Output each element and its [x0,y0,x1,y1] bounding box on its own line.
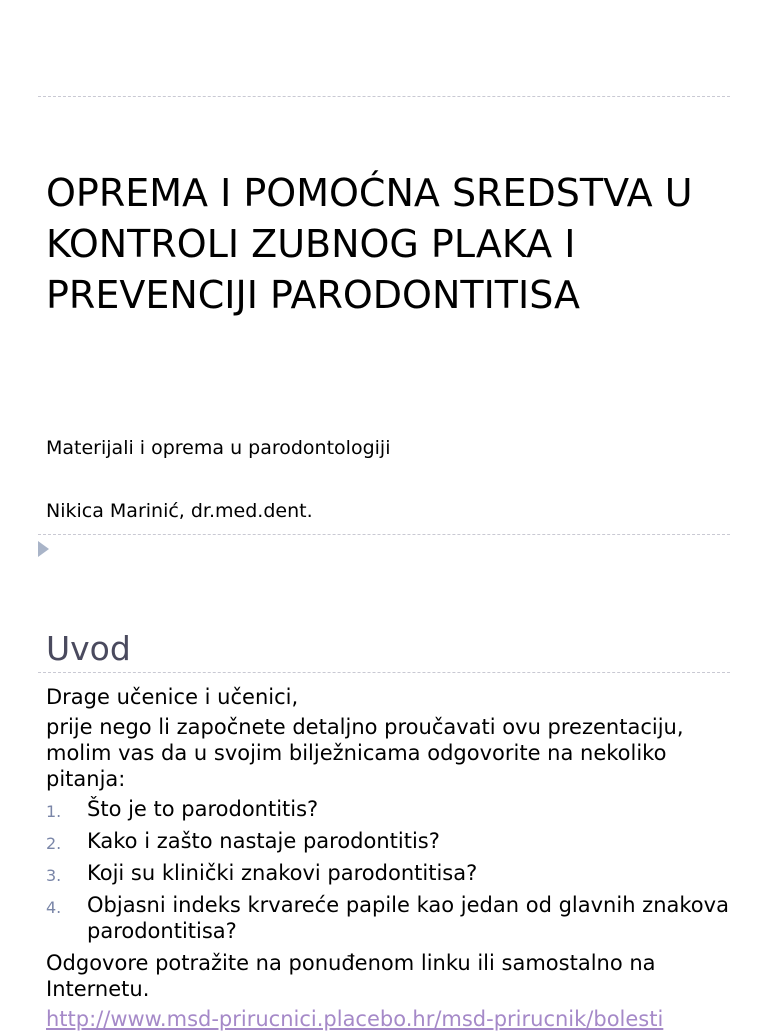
list-number: 3. [46,866,62,885]
slide-top-divider [38,96,730,97]
slide-title: OPREMA I POMOĆNA SREDSTVA U KONTROLI ZUBNOG PLAKA I PREVENCIJI PARODONTITISA [46,171,693,317]
list-item [46,860,746,886]
list-number: 4. [46,898,62,917]
intro-text: prije nego li započnete detaljno proučavati ovu prezentaciju, molim vas da u svojim bilježnicama odgovorite na nekoliko pitanja: [46,715,684,791]
heading-divider [38,672,730,673]
list-item [46,828,746,854]
slide-separator [38,534,730,535]
outro-text: Odgovore potražite na ponuđenom linku ili samostalno na Internetu. [46,951,656,1001]
list-item [46,796,746,822]
question-list [46,796,746,944]
slide-body [46,684,746,1032]
section-heading: Uvod [46,629,131,668]
list-item [46,892,746,944]
list-number: 2. [46,834,62,853]
reference-link[interactable]: http://www.msd-prirucnici.placebo.hr/msd-prirucnik/bolesti [46,1007,664,1031]
slide-author: Nikica Marinić, dr.med.dent. [46,500,313,522]
play-icon[interactable] [38,541,49,557]
list-number: 1. [46,802,62,821]
question-text: Što je to parodontitis? [87,797,319,821]
greeting-text: Drage učenice i učenici, [46,685,299,709]
question-text: Koji su klinički znakovi parodontitisa? [87,861,478,885]
question-text: Objasni indeks krvareće papile kao jedan od glavnih znakova parodontitisa? [87,893,729,943]
slide-subtitle: Materijali i oprema u parodontologiji [46,437,391,459]
question-text: Kako i zašto nastaje parodontitis? [87,829,440,853]
